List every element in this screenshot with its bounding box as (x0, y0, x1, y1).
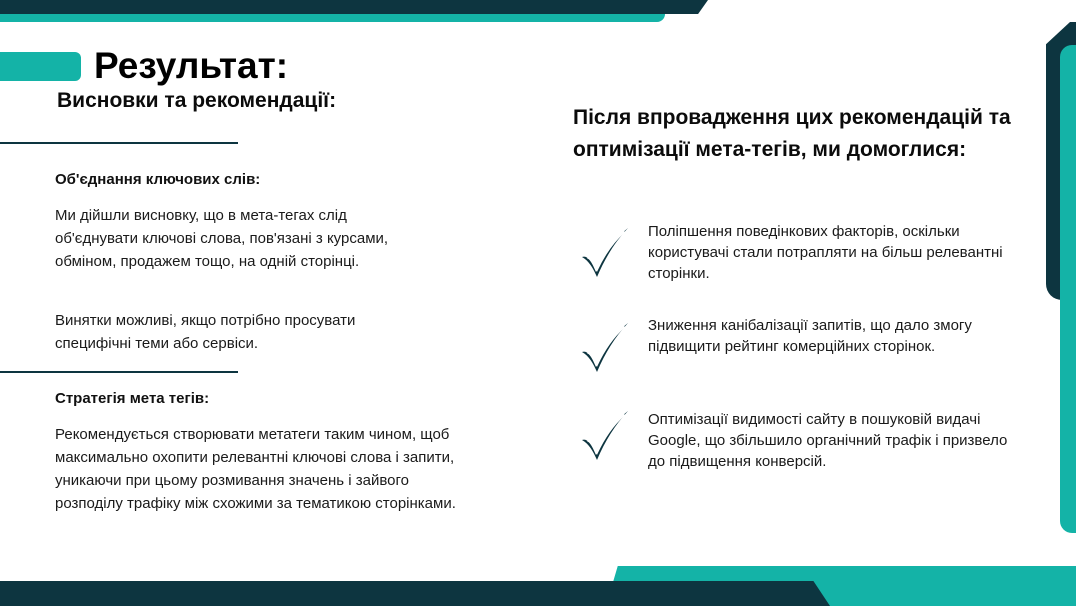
section-divider (0, 142, 238, 144)
section-divider (0, 371, 238, 373)
top-dark-bar (0, 0, 708, 14)
strategy-heading: Стратегія мета тегів: (55, 390, 210, 407)
keywords-paragraph: Ми дійшли висновку, що в мета-тегах слід об'єднувати ключові слова, пов'язані з курсами, обміном, продажем тощо, на одній сторінці. (55, 207, 389, 270)
keywords-exception-paragraph: Винятки можливі, якщо потрібно просувати специфічні теми або сервіси. (55, 312, 356, 352)
page-title: Результат: (94, 45, 289, 86)
checkmark-icon (578, 408, 632, 462)
checkmark-icon (578, 320, 632, 374)
keywords-heading: Об'єднання ключових слів: (55, 171, 261, 188)
page-subtitle: Висновки та рекомендації: (57, 89, 337, 112)
strategy-paragraph: Рекомендується створювати метатеги таким чином, щоб максимально охопити релевантні ключові слова і запити, уникаючи при цьому розмивання значень і зайвого розподілу трафіку між схожими за тематикою сторінками. (55, 426, 456, 512)
bottom-dark-bar (0, 581, 830, 606)
result-item: Оптимізації видимості сайту в пошуковій видачі Google, що збільшило органічний трафік і призвело до підвищення конверсій. (648, 411, 1008, 470)
checkmark-icon (578, 225, 632, 279)
result-item: Зниження канібалізації запитів, що дало змогу підвищити рейтинг комерційних сторінок. (648, 317, 972, 355)
results-heading: Після впровадження цих рекомендацій та оптимізації мета-тегів, ми домоглися: (573, 106, 1011, 161)
title-accent-block (0, 52, 81, 81)
result-item: Поліпшення поведінкових факторів, оскільки користувачі стали потрапляти на більш релевантні сторінки. (648, 223, 1003, 282)
